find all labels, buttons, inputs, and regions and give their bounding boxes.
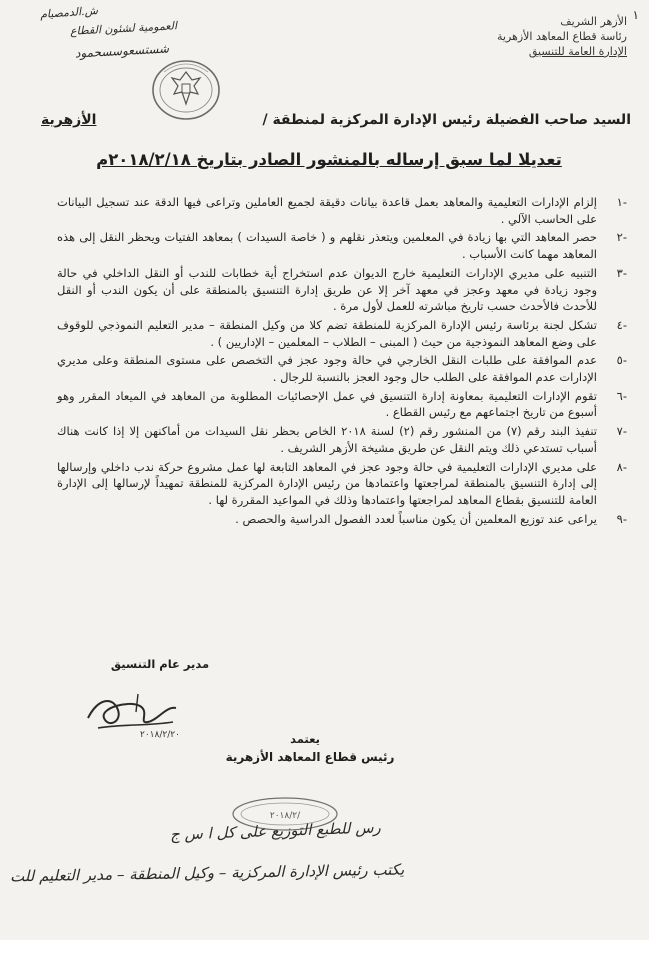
bottom-strip [0,940,649,960]
letterhead-line-3: الإدارة العامة للتنسيق [528,45,627,58]
addressee-region: الأزهرية [41,112,97,128]
handwritten-note-bottom-1: رس للطبع التوزيع على كل ا س ج [169,818,382,844]
document-subject: تعديلا لما سبق إرساله بالمنشور الصادر بتاريخ ٢٠١٨/٢/١٨م [96,150,562,169]
list-item [57,459,627,509]
list-item [57,352,627,385]
list-item [57,229,627,262]
item-number: -٩ [616,511,627,526]
letterhead-line-2: رئاسة قطاع المعاهد الأزهرية [497,30,627,43]
item-number: -٧ [616,424,627,439]
signature-date: ٢٠١٨/٢/٢٠ [140,730,180,740]
item-number: -٥ [616,353,627,368]
item-number: -٨ [616,459,627,474]
document-body [57,194,627,529]
addressee-text: السيد صاحب الفضيلة رئيس الإدارة المركزية لمنطقة / [262,112,631,128]
approval-label: يعتمد [290,732,320,746]
item-number: -١ [616,195,627,209]
item-text: تنفيذ البند رقم (٧) من المنشور رقم (٢) لسنة ٢٠١٨ الخاص بحظر نقل السيدات من أماكنهن إلا إذا كانت هناك أسباب تستدعي ذلك ويتم النقل عن طريق مشيخة الأزهر الشريف . [57,424,598,455]
date-stamp-text: ٢٠١٨/٢/ [269,811,301,821]
item-text: عدم الموافقة على طلبات النقل الخارجي في حالة وجود عجز في التخصص على مستوى المنطقة وعلى مديري الإدارات عدم الموافقة على الطلب حال وجود العجز بالنسبة للرجال . [57,353,597,385]
handwritten-note-bottom-2: يكتب رئيس الإدارة المركزية – وكيل المنطقة – مدير التعليم للت [9,860,405,886]
page-number: ١ [632,8,639,22]
handwritten-note-top-3: شستسعوسسحمود [74,41,170,61]
item-text: يراعى عند توزيع المعلمين أن يكون مناسباً لعدد الفصول الدراسية والحصص . [235,511,597,526]
list-item [57,194,627,227]
item-number: -٢ [616,230,627,245]
list-item [57,317,627,350]
letterhead [427,14,627,59]
signatory-title: مدير عام التنسيق [110,657,210,671]
item-number: -٣ [616,265,627,280]
letterhead-line-1: الأزهر الشريف [560,15,627,28]
addressee-line [41,112,631,128]
approval-title: رئيس قطاع المعاهد الأزهرية [225,750,395,764]
item-number: -٦ [616,388,627,403]
item-number: -٤ [616,317,627,332]
list-item [57,265,627,315]
item-text: على مديري الإدارات التعليمية في حالة وجود عجز في المعاهد التابعة لها عمل مشروع حركة ندب داخلي وإرسالها إلى إدارة التنسيق بالمنطقة لمراجعتها واعتمادها من رئيس الإدارة المركزية للمنطقة تمهيداً لإرسالها إلى الإدارة العامة للتنسيق بقطاع المعاهد لمراجعتها واعتمادها وذلك في المواعيد المقررة لها . [57,459,597,507]
list-item [57,388,627,421]
item-text: التنبيه على مديري الإدارات التعليمية خارج الديوان عدم استخراج أية خطابات للندب أو النقل الداخلي في حالة وجود زيادة في معهد وعجز في معهد آخر إلا عن طريق إدارة التنسيق بالمنطقة على أن يكون الندب أو النقل للأحدث فالأحدث حسب تاريخ مباشرته للعمل لأول مرة . [57,265,597,314]
item-text: حصر المعاهد التي بها زيادة في المعلمين ويتعذر نقلهم و ( خاصة السيدات ) بمعاهد الفتيات ويحظر النقل إلى هذه المعاهد مهما كانت الأسباب . [57,230,597,262]
item-text: تشكل لجنة برئاسة رئيس الإدارة المركزية للمنطقة تضم كلا من وكيل المنطقة – مدير التعليم النموذجي للوقوف على وضع المعاهد النموذجية من حيث ( المبنى – الطلاب – المعلمين – الإداريين ) . [57,317,597,349]
item-text: تقوم الإدارات التعليمية بمعاونة إدارة التنسيق في عمل الإحصائيات المطلوبة من المعاهد في الميعاد المقرر وهو أسبوع من تاريخ اجتماعهم مع رئيس القطاع . [57,388,597,420]
list-item [57,423,627,456]
list-item [57,511,627,528]
handwritten-note-top-2: العمومية لشئون القطاع [69,19,178,38]
item-text: إلزام الإدارات التعليمية والمعاهد بعمل قاعدة بيانات دقيقة لجميع العاملين وتراعى فيها الدقة عند تسجيل البيانات على الحاسب الآلي . [57,195,597,226]
handwritten-note-top-1: ش.الدمصيام [39,3,99,22]
